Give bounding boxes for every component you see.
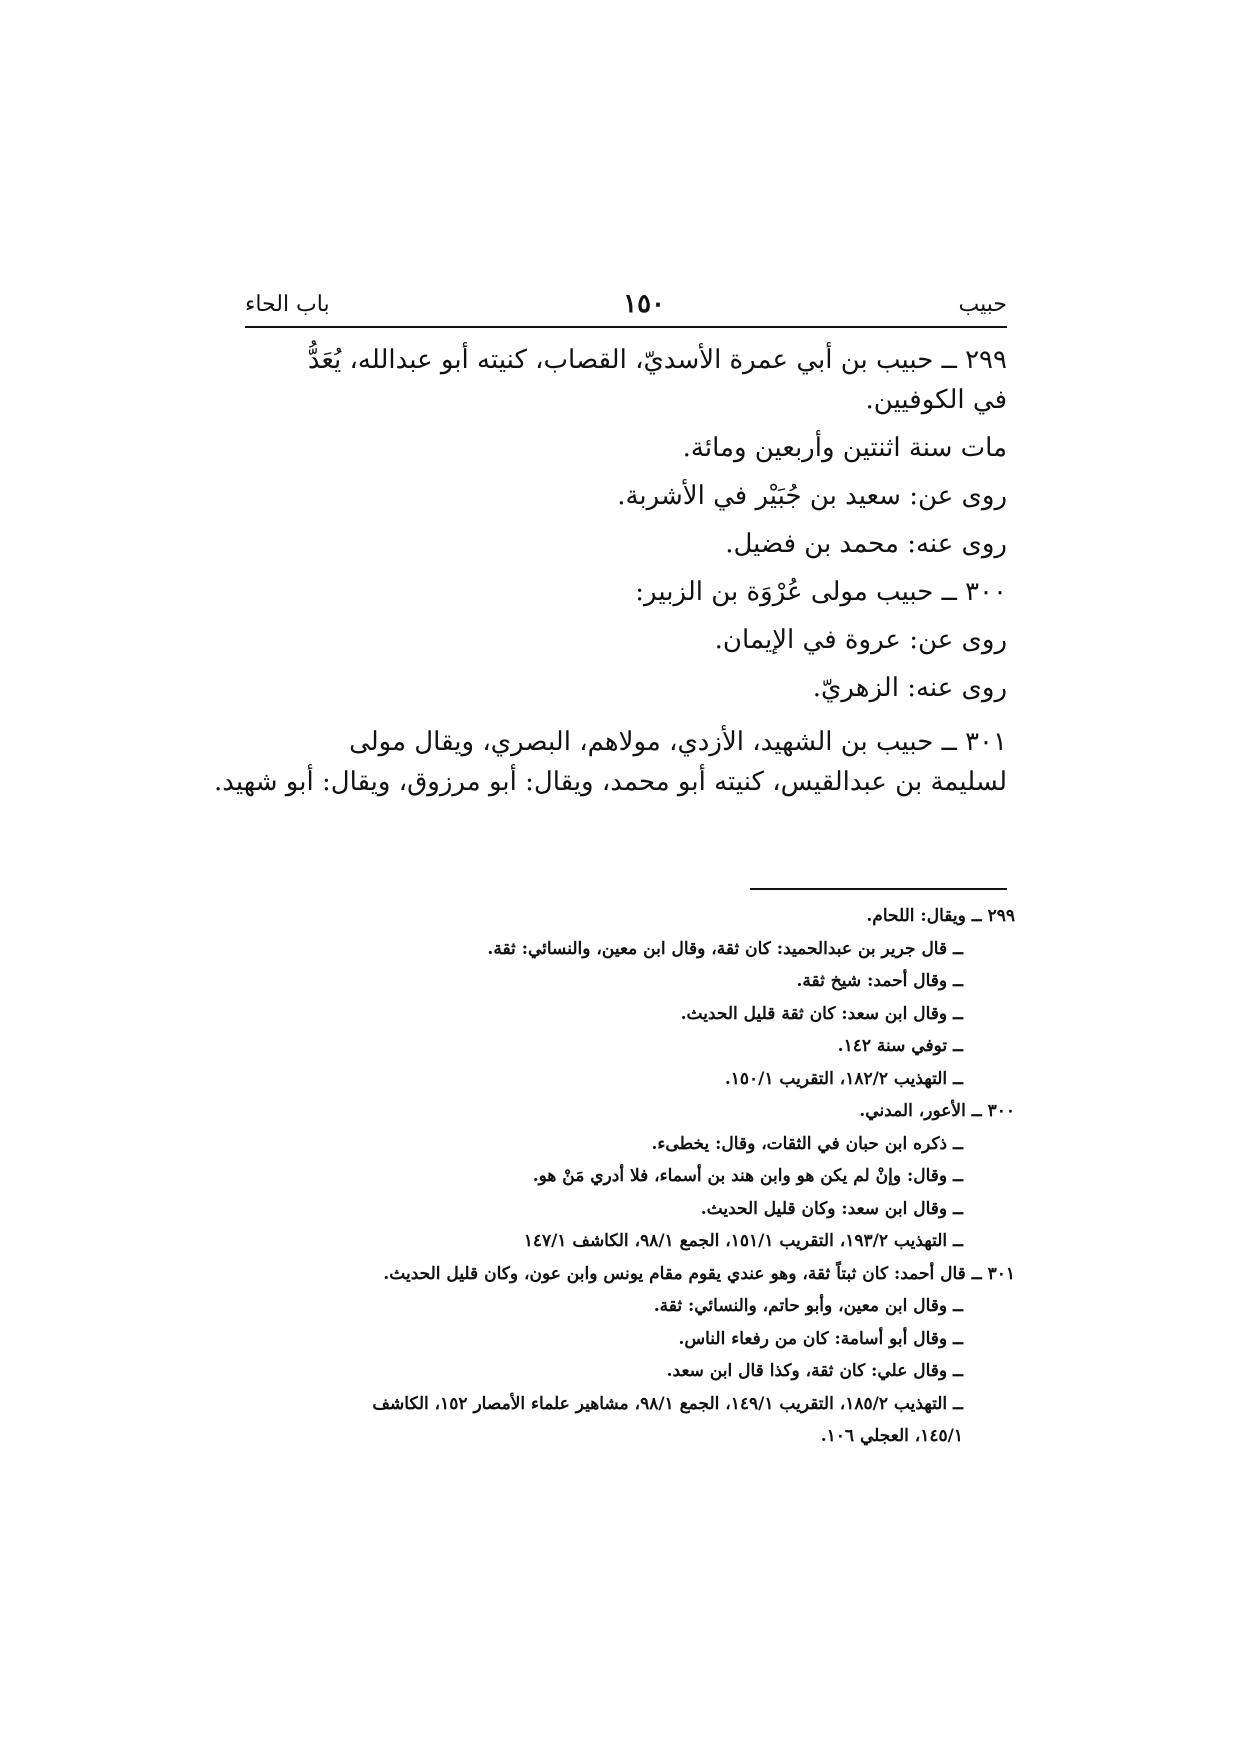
footnote-line: ــ وقال ابن سعد: كان ثقة قليل الحديث. — [680, 1003, 963, 1024]
footnote-line: ــ ذكره ابن حبان في الثقات، وقال: يخطىء. — [651, 1133, 963, 1154]
entry-300-heading: ٣٠٠ ــ حبيب مولى عُرْوَة بن الزبير: — [635, 577, 1007, 607]
footnote-line: ــ قال جرير بن عبدالحميد: كان ثقة، وقال ابن معين، والنسائي: ثقة. — [487, 938, 963, 959]
entry-301-line-1: ٣٠١ ــ حبيب بن الشهيد، الأزدي، مولاهم، البصري، ويقال مولى — [349, 727, 1007, 757]
header-entry-title: حبيب — [958, 291, 1007, 317]
footnote-line: ــ وقال ابن معين، وأبو حاتم، والنسائي: ثقة. — [653, 1296, 963, 1316]
entry-299-narrated-from: روى عن: سعيد بن جُبَيْر في الأشربة. — [617, 481, 1007, 511]
footnote-line: ــ التهذيب ١٩٣/٢، التقريب ١٥١/١، الجمع ٩٨/١، الكاشف ١٤٧/١ — [523, 1231, 963, 1251]
main-text — [214, 340, 1007, 802]
entry-299-narrated-by: روى عنه: محمد بن فضيل. — [725, 529, 1007, 559]
footnote-line: ــ وقال أحمد: شيخ ثقة. — [796, 971, 963, 991]
footnote-line: ــ توفي سنة ١٤٢. — [837, 1036, 963, 1056]
footnote-line: ــ التهذيب ١٨٥/٢، التقريب ١٤٩/١، الجمع ٩٨/١، مشاهير علماء الأمصار ١٥٢، الكاشف — [372, 1393, 963, 1414]
entry-301-line-2: لسليمة بن عبدالقيس، كنيته أبو محمد، ويقال: أبو مرزوق، ويقال: أبو شهيد. — [214, 767, 1007, 797]
entry-299-line-2: في الكوفيين. — [865, 385, 1007, 415]
footnote-299-heading: ٢٩٩ ــ ويقال: اللحام. — [866, 906, 1015, 926]
footnote-300-heading: ٣٠٠ ــ الأعور، المدني. — [859, 1101, 1015, 1121]
footnote-line: ــ وقال علي: كان ثقة، وكذا قال ابن سعد. — [666, 1361, 963, 1381]
footnote-line: ــ وقال أبو أسامة: كان من رفعاء الناس. — [678, 1328, 963, 1349]
footnote-separator — [750, 888, 1007, 890]
footnote-301-heading: ٣٠١ ــ قال أحمد: كان ثبتاً ثقة، وهو عندي يقوم مقام يونس وابن عون، وكان قليل الحديث. — [383, 1263, 1015, 1284]
entry-299-line-1: ٢٩٩ ــ حبيب بن أبي عمرة الأسديّ، القصاب، كنيته أبو عبدالله، يُعَدُّ — [307, 345, 1007, 375]
footnote-line: ــ التهذيب ١٨٢/٢، التقريب ١٥٠/١. — [724, 1068, 963, 1089]
footnote-line: ــ وقال: وإنْ لم يكن هو وابن هند بن أسماء، فلا أدري مَنْ هو. — [532, 1166, 963, 1186]
entry-300-narrated-from: روى عن: عروة في الإيمان. — [714, 625, 1007, 655]
header-rule — [245, 326, 1007, 328]
header-chapter-title: باب الحاء — [245, 291, 330, 317]
footnote-line: ١٤٥/١، العجلي ١٠٦. — [820, 1426, 963, 1446]
entry-299-death: مات سنة اثنتين وأربعين ومائة. — [682, 433, 1007, 463]
footnote-line: ــ وقال ابن سعد: وكان قليل الحديث. — [700, 1198, 963, 1219]
running-header — [245, 286, 1007, 322]
entry-300-narrated-by: روى عنه: الزهريّ. — [812, 673, 1007, 703]
page-number: ١٥٠ — [623, 289, 666, 319]
footnotes — [260, 900, 1015, 1453]
